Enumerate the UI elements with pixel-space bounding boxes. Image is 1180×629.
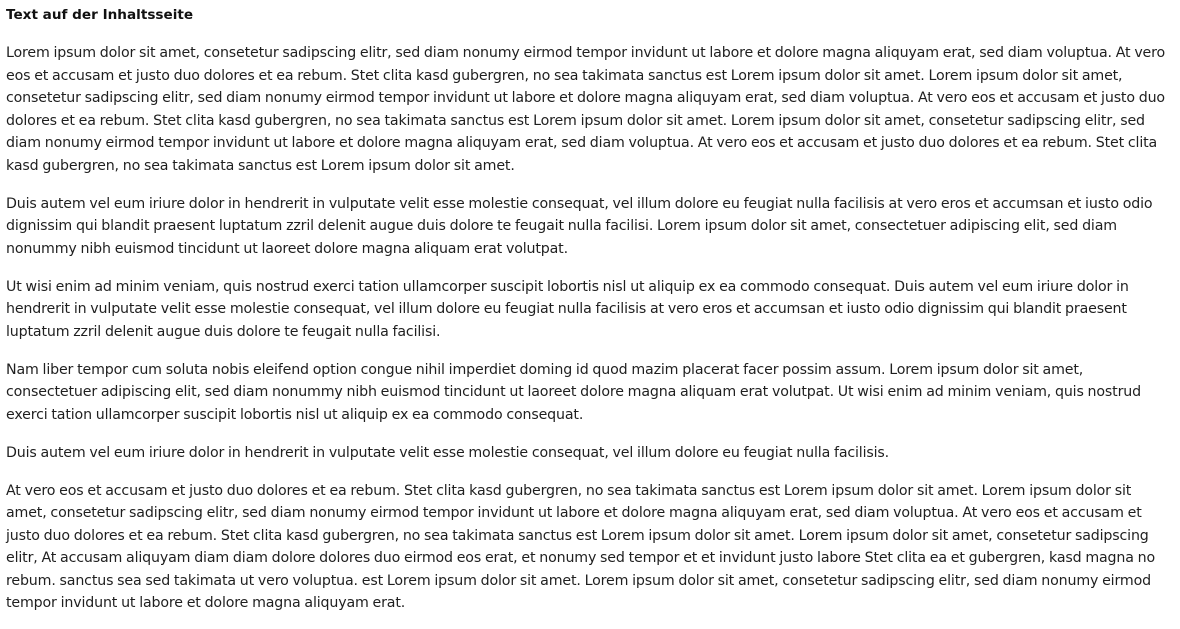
paragraph-2: Duis autem vel eum iriure dolor in hendrerit in vulputate velit esse molestie consequat, vel illum dolore eu feugiat nulla facilisis at vero eros et accumsan et iusto odio dignissim qui blandit praesent luptatum zzril delenit augue duis dolore te feugait nulla facilisi. Lorem ipsum dolor sit amet, consectetuer adipiscing elit, sed diam nonummy nibh euismod tincidunt ut laoreet dolore magna aliquam erat volutpat. [6,195,1153,257]
paragraph-4: Nam liber tempor cum soluta nobis eleifend option congue nihil imperdiet doming id quod mazim placerat facer possim assum. Lorem ipsum dolor sit amet, consectetuer adipiscing elit, sed diam nonummy nibh euismod tincidunt ut laoreet dolore magna aliquam erat volutpat. Ut wisi enim ad minim veniam, quis nostrud exerci tation ullamcorper suscipit lobortis nisl ut aliquip ex ea commodo consequat. [6,361,1141,423]
paragraph-3: Ut wisi enim ad minim veniam, quis nostrud exerci tation ullamcorper suscipit lobortis nisl ut aliquip ex ea commodo consequat. Duis autem vel eum iriure dolor in hendrerit in vulputate velit esse molestie consequat, vel illum dolore eu feugiat nulla facilisis at vero eros et accumsan et iusto odio dignissim qui blandit praesent luptatum zzril delenit augue duis dolore te feugait nulla facilisi. [6,278,1129,340]
page-title: Text auf der Inhaltsseite [6,7,194,23]
paragraph-6: At vero eos et accusam et justo duo dolores et ea rebum. Stet clita kasd gubergren, no sea takimata sanctus est Lorem ipsum dolor sit amet. Lorem ipsum dolor sit amet, consetetur sadipscing elitr, sed diam nonumy eirmod tempor invidunt ut labore et dolore magna aliquyam erat, sed diam voluptua. At vero eos et accusam et justo duo dolores et ea rebum. Stet clita kasd gubergren, no sea takimata sanctus est Lorem ipsum dolor sit amet. Lorem ipsum dolor sit amet, consetetur sadipscing elitr, At accusam aliquyam diam diam dolore dolores duo eirmod eos erat, et nonumy sed tempor et et invidunt justo labore Stet clita ea et gubergren, kasd magna no rebum. sanctus sea sed takimata ut vero voluptua. est Lorem ipsum dolor sit amet. Lorem ipsum dolor sit amet, consetetur sadipscing elitr, sed diam nonumy eirmod tempor invidunt ut labore et dolore magna aliquyam erat. [6,482,1156,611]
paragraph-5: Duis autem vel eum iriure dolor in hendrerit in vulputate velit esse molestie consequat, vel illum dolore eu feugiat nulla facilisis. [6,444,890,461]
paragraph-1: Lorem ipsum dolor sit amet, consetetur sadipscing elitr, sed diam nonumy eirmod tempor invidunt ut labore et dolore magna aliquyam erat, sed diam voluptua. At vero eos et accusam et justo duo dolores et ea rebum. Stet clita kasd gubergren, no sea takimata sanctus est Lorem ipsum dolor sit amet. Lorem ipsum dolor sit amet, consetetur sadipscing elitr, sed diam nonumy eirmod tempor invidunt ut labore et dolore magna aliquyam erat, sed diam voluptua. At vero eos et accusam et justo duo dolores et ea rebum. Stet clita kasd gubergren, no sea takimata sanctus est Lorem ipsum dolor sit amet. Lorem ipsum dolor sit amet, consetetur sadipscing elitr, sed diam nonumy eirmod tempor invidunt ut labore et dolore magna aliquyam erat, sed diam voluptua. At vero eos et accusam et justo duo dolores et ea rebum. Stet clita kasd gubergren, no sea takimata sanctus est Lorem ipsum dolor sit amet. [6,45,1166,174]
